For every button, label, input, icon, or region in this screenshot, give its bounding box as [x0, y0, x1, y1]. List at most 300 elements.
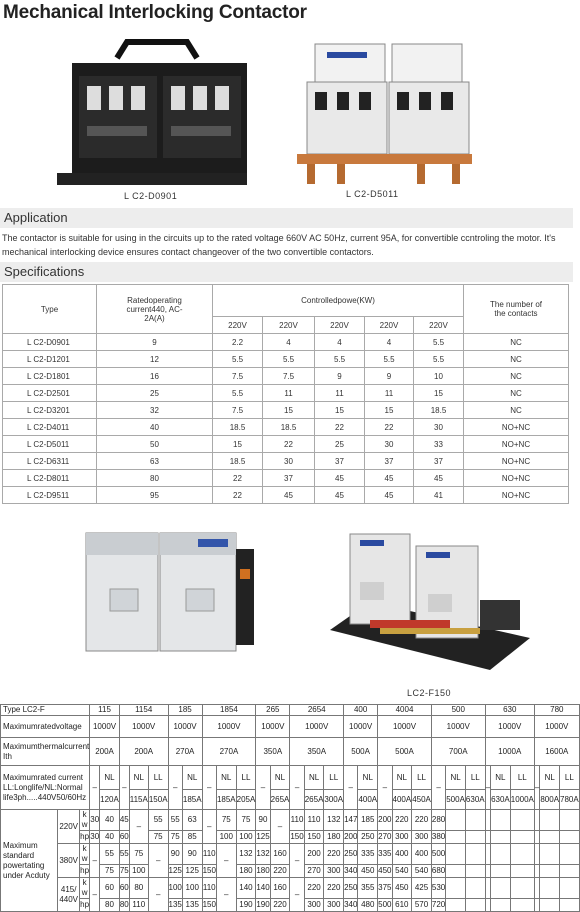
spec-power: 18.5: [414, 402, 464, 419]
spec-row: [3, 385, 569, 402]
spec-row: [3, 436, 569, 453]
photo-caption-1: L C2-D0901: [124, 191, 178, 201]
f-power-kw: 250: [344, 844, 358, 865]
f-power-hp: 180: [256, 865, 270, 878]
f-model: 400: [344, 705, 378, 716]
spec-power: 22: [263, 436, 315, 453]
spec-contacts: NO+NC: [464, 470, 569, 487]
spec-power: 15: [213, 436, 263, 453]
spec-power: 22: [315, 419, 365, 436]
f-power-dash: –: [90, 844, 100, 878]
f-voltage-value: 1000V: [378, 716, 432, 738]
f-rated-label: Maximumrated current LL:Longlife/NL:Normal life3ph.....440V50/60Hz: [1, 766, 90, 810]
f-rated-value: 630A: [491, 790, 511, 810]
specifications-table: [2, 284, 569, 504]
f-rated-head: NL: [304, 766, 324, 790]
f-voltage-value: 1000V: [431, 716, 485, 738]
f-power-hp: [465, 899, 485, 912]
f-power-kw: 147: [344, 810, 358, 831]
f-voltage-value: 1000V: [256, 716, 290, 738]
spec-type: L C2-D1201: [3, 351, 97, 368]
spec-power: 22: [213, 487, 263, 504]
kw-label: k w: [79, 810, 89, 831]
spec-power: 37: [414, 453, 464, 470]
spec-contacts: NO+NC: [464, 436, 569, 453]
f-thermal-value: 500A: [344, 738, 378, 766]
f-rated-value: 185A: [216, 790, 236, 810]
spec-current: 95: [97, 487, 213, 504]
page-title: Mechanical Interlocking Contactor: [3, 2, 307, 23]
f-power-kw: 75: [129, 844, 148, 865]
f-power-kw: 110: [202, 878, 216, 899]
f-power-kw: 132: [236, 844, 256, 865]
f-rated-dash: –: [256, 766, 270, 810]
spec-row: [3, 402, 569, 419]
f-thermal-value: 700A: [431, 738, 485, 766]
f-power-hp: 300: [304, 899, 324, 912]
f-rated-value: 450A: [412, 790, 432, 810]
spec-power: 5.5: [263, 351, 315, 368]
f-model: 4004: [378, 705, 432, 716]
power-voltage-head: 220V: [213, 317, 263, 334]
f-power-kw: 75: [236, 810, 256, 831]
f-rated-dash: –: [485, 766, 490, 810]
f-power-dash: –: [148, 844, 168, 878]
f-power-hp: 220: [270, 865, 290, 878]
f-power-hp: 200: [344, 831, 358, 844]
f-rated-head: NL: [446, 766, 466, 790]
spec-current: 63: [97, 453, 213, 470]
col-contacts: The number of the contacts: [464, 285, 569, 334]
f-power-hp: [465, 865, 485, 878]
f-power-hp: 100: [129, 865, 148, 878]
f-power-hp: 135: [182, 899, 202, 912]
f-power-hp: 125: [182, 865, 202, 878]
spec-contacts: NC: [464, 351, 569, 368]
f-power-hp: [540, 899, 560, 912]
f-model: 2654: [290, 705, 344, 716]
f-thermal-value: 1000A: [485, 738, 534, 766]
f-power-kw: 140: [256, 878, 270, 899]
f-power-hp: 720: [431, 899, 445, 912]
f-power-kw: 132: [324, 810, 344, 831]
spec-current: 9: [97, 334, 213, 351]
f-power-kw: 200: [304, 844, 324, 865]
f-power-kw: 220: [412, 810, 432, 831]
spec-power: 30: [263, 453, 315, 470]
spec-power: 5.5: [414, 334, 464, 351]
f-power-kw: 45: [119, 810, 129, 831]
f-voltage-value: 1000V: [344, 716, 378, 738]
f-power-volt: 220V: [58, 810, 80, 844]
f-power-hp: 190: [236, 899, 256, 912]
f-rated-value: 300A: [324, 790, 344, 810]
f-rated-head: NL: [129, 766, 148, 790]
f-power-hp: 570: [412, 899, 432, 912]
spec-current: 12: [97, 351, 213, 368]
power-voltage-head: 220V: [365, 317, 414, 334]
f-rated-dash: –: [344, 766, 358, 810]
f-power-hp: 380: [431, 831, 445, 844]
f-power-hp: 250: [358, 831, 378, 844]
spec-type: L C2-D5011: [3, 436, 97, 453]
f-power-kw: 60: [100, 878, 120, 899]
f-power-hp: [446, 899, 466, 912]
f-thermal-value: 350A: [256, 738, 290, 766]
f-model: 265: [256, 705, 290, 716]
f-power-kw: 400: [392, 844, 412, 865]
f-power-hp: 125: [256, 831, 270, 844]
f-power-kw: [491, 810, 511, 831]
spec-current: 16: [97, 368, 213, 385]
f-power-kw: 185: [358, 810, 378, 831]
f-power-hp: 450: [378, 865, 392, 878]
spec-current: 40: [97, 419, 213, 436]
f-rated-head: NL: [270, 766, 290, 790]
f-power-kw: 55: [168, 810, 182, 831]
spec-power: 5.5: [213, 351, 263, 368]
f-type-row: [1, 705, 580, 716]
col-current: Ratedoperating current440, AC-2A(A): [97, 285, 213, 334]
f-power-kw: 530: [431, 878, 445, 899]
f-power-label: Maximum standard powertating under Acduty: [1, 810, 58, 912]
f-power-hp: [491, 899, 511, 912]
f-power-hp: [446, 831, 466, 844]
f-power-kw: 160: [270, 844, 290, 865]
f-rated-value: 500A: [446, 790, 466, 810]
f-power-hp: [560, 899, 580, 912]
f-power-hp: 540: [392, 865, 412, 878]
f-power-kw: [446, 878, 466, 899]
f-power-dash: –: [129, 810, 148, 844]
spec-power: 2.2: [213, 334, 263, 351]
specifications-header: Specifications: [0, 262, 573, 282]
f-power-hp: 480: [358, 899, 378, 912]
spec-power: 11: [365, 385, 414, 402]
f-power-hp: [560, 831, 580, 844]
spec-current: 25: [97, 385, 213, 402]
power-voltage-head: 220V: [263, 317, 315, 334]
contactor-photo-grey-large: [80, 529, 258, 659]
f-power-hp: [491, 865, 511, 878]
f-power-hp: [540, 865, 560, 878]
f-thermal-value: 270A: [168, 738, 202, 766]
f-rated-dash: –: [290, 766, 304, 810]
spec-power: 5.5: [213, 385, 263, 402]
f-model: 115: [90, 705, 120, 716]
f-rated-head: LL: [465, 766, 485, 790]
f-thermal-value: 500A: [378, 738, 432, 766]
f-voltage-label: Maximumratedvoltage: [1, 716, 90, 738]
f-rated-head: LL: [560, 766, 580, 790]
spec-power: 18.5: [213, 453, 263, 470]
f-power-hp: 300: [412, 831, 432, 844]
spec-contacts: NO+NC: [464, 419, 569, 436]
f-rated-value: 265A: [304, 790, 324, 810]
spec-power: 37: [315, 453, 365, 470]
f-power-hp: 340: [344, 899, 358, 912]
f-power-row: [1, 878, 580, 899]
f-power-hp: 150: [304, 831, 324, 844]
f-thermal-value: 270A: [202, 738, 256, 766]
spec-row: [3, 453, 569, 470]
f-power-hp: 180: [236, 865, 256, 878]
f-rated-head: NL: [392, 766, 412, 790]
spec-power: 5.5: [365, 351, 414, 368]
f-power-dash: –: [290, 844, 304, 878]
f-voltage-value: 1000V: [90, 716, 120, 738]
f-rated-row: [1, 766, 580, 790]
f-rated-head: LL: [324, 766, 344, 790]
f-power-hp: 150: [202, 865, 216, 878]
f-power-kw: [510, 878, 534, 899]
spec-row: [3, 419, 569, 436]
f-power-dash: –: [290, 878, 304, 912]
f-power-hp: 300: [324, 899, 344, 912]
f-thermal-value: 200A: [90, 738, 120, 766]
f-power-dash: –: [148, 878, 168, 912]
f-power-hp: 60: [119, 831, 129, 844]
f-power-kw: 90: [182, 844, 202, 865]
f-voltage-value: 1000V: [202, 716, 256, 738]
f-rated-head: NL: [182, 766, 202, 790]
f-rated-dash: –: [168, 766, 182, 810]
f-thermal-value: 1600A: [534, 738, 579, 766]
f-power-kw: 110: [304, 810, 324, 831]
f-power-hp: 40: [100, 831, 120, 844]
spec-power: 18.5: [213, 419, 263, 436]
spec-contacts: NC: [464, 368, 569, 385]
f-power-kw: 400: [412, 844, 432, 865]
spec-power: 9: [365, 368, 414, 385]
f-power-kw: 110: [202, 844, 216, 865]
f-power-row: [1, 810, 580, 831]
hp-label: hp: [79, 831, 89, 844]
f-power-kw: 335: [378, 844, 392, 865]
f-model: 185: [168, 705, 202, 716]
f-rated-value: 780A: [560, 790, 580, 810]
spec-type: L C2-D3201: [3, 402, 97, 419]
f-thermal-value: 350A: [290, 738, 344, 766]
f-rated-value: 630A: [465, 790, 485, 810]
spec-power: 15: [365, 402, 414, 419]
f-power-hp: 75: [148, 831, 168, 844]
hp-label: hp: [79, 899, 89, 912]
f-thermal-value: 200A: [119, 738, 168, 766]
f-power-hp: [465, 831, 485, 844]
f-power-kw: 355: [358, 878, 378, 899]
f-power-kw: [510, 844, 534, 865]
f-power-dash: –: [270, 810, 290, 844]
spec-power: 11: [315, 385, 365, 402]
spec-current: 32: [97, 402, 213, 419]
f-power-kw: [560, 878, 580, 899]
spec-power: 5.5: [414, 351, 464, 368]
f-power-kw: [465, 878, 485, 899]
kw-label: k w: [79, 878, 89, 899]
f-power-kw: [540, 878, 560, 899]
f-power-dash: –: [216, 844, 236, 878]
power-voltage-head: 220V: [414, 317, 464, 334]
spec-power: 30: [365, 436, 414, 453]
photo-caption-4: LC2-F150: [407, 688, 452, 698]
f-power-hp: 80: [100, 899, 120, 912]
f-power-kw: 110: [290, 810, 304, 831]
f-power-kw: [491, 844, 511, 865]
f-thermal-label: Maximumthermalcurrent Ith: [1, 738, 90, 766]
f-power-dash: –: [202, 810, 216, 844]
f-model: 500: [431, 705, 485, 716]
f-rated-value: 400A: [358, 790, 378, 810]
f-power-hp: 75: [100, 865, 120, 878]
f-power-kw: 30: [90, 810, 100, 831]
f-power-hp: 100: [236, 831, 256, 844]
f-power-hp: 340: [344, 865, 358, 878]
f-power-hp: [510, 899, 534, 912]
f-power-hp: 30: [90, 831, 100, 844]
f-power-dash: –: [90, 878, 100, 912]
spec-power: 41: [414, 487, 464, 504]
f-power-kw: [560, 810, 580, 831]
spec-power: 7.5: [213, 402, 263, 419]
f-type-label: Type LC2-F: [1, 705, 90, 716]
spec-power: 45: [315, 470, 365, 487]
f-power-kw: [465, 810, 485, 831]
f-rated-head: NL: [540, 766, 560, 790]
spec-power: 15: [414, 385, 464, 402]
f-rated-dash: –: [431, 766, 445, 810]
f-power-kw: 280: [431, 810, 445, 831]
f-power-kw: 425: [412, 878, 432, 899]
f-power-kw: 375: [378, 878, 392, 899]
f-rated-value: 185A: [182, 790, 202, 810]
power-voltage-head: 220V: [315, 317, 365, 334]
spec-power: 18.5: [263, 419, 315, 436]
f-voltage-value: 1000V: [534, 716, 579, 738]
f-power-row: [1, 831, 580, 844]
f-rated-head: NL: [491, 766, 511, 790]
f-power-kw: 335: [358, 844, 378, 865]
f-rated-head: LL: [236, 766, 256, 790]
f-rated-value: 120A: [100, 790, 120, 810]
spec-power: 7.5: [263, 368, 315, 385]
f-power-kw: 200: [378, 810, 392, 831]
f-thermal-row: [1, 738, 580, 766]
f-rated-value: 115A: [129, 790, 148, 810]
f-model: 780: [534, 705, 579, 716]
f-power-kw: 90: [168, 844, 182, 865]
spec-power: 15: [315, 402, 365, 419]
spec-power: 45: [365, 470, 414, 487]
spec-type: L C2-D6311: [3, 453, 97, 470]
f-power-kw: 220: [324, 844, 344, 865]
application-header: Application: [0, 208, 573, 228]
f-rated-dash: –: [90, 766, 100, 810]
f-voltage-value: 1000V: [168, 716, 202, 738]
f-rated-value: 400A: [392, 790, 412, 810]
spec-power: 4: [365, 334, 414, 351]
f-rated-head: NL: [358, 766, 378, 790]
spec-power: 45: [315, 487, 365, 504]
f-power-kw: 220: [324, 878, 344, 899]
kw-label: k w: [79, 844, 89, 865]
f-voltage-row: [1, 716, 580, 738]
contactor-photo-white-copper: [297, 38, 472, 186]
f-power-kw: 80: [129, 878, 148, 899]
f-rated-value: 1000A: [510, 790, 534, 810]
f-power-hp: 110: [129, 899, 148, 912]
spec-power: 22: [365, 419, 414, 436]
spec-power: 5.5: [315, 351, 365, 368]
f-power-kw: 55: [119, 844, 129, 865]
f-power-kw: 55: [148, 810, 168, 831]
application-text: The contactor is suitable for using in the circuits up to the rated voltage 660V AC 50Hz, current 95A, for convertible ccntroling the motor. It's mechanical interlocking device ensures contact changeover of the two convertible contactors.: [2, 233, 556, 257]
f-power-hp: 300: [324, 865, 344, 878]
f-power-hp: 220: [270, 899, 290, 912]
f-power-kw: 100: [182, 878, 202, 899]
f-power-hp: 180: [324, 831, 344, 844]
f-power-hp: 190: [256, 899, 270, 912]
f-power-hp: [540, 831, 560, 844]
spec-power: 30: [414, 419, 464, 436]
f-model: 1154: [119, 705, 168, 716]
spec-power: 4: [263, 334, 315, 351]
f-rated-head: LL: [148, 766, 168, 790]
f-power-kw: 100: [168, 878, 182, 899]
f-power-hp: [510, 831, 534, 844]
f-rated-value: 265A: [270, 790, 290, 810]
f-power-hp: 270: [304, 865, 324, 878]
spec-power: 11: [263, 385, 315, 402]
spec-row: [3, 368, 569, 385]
f-rated-dash: –: [202, 766, 216, 810]
f-rated-value: 205A: [236, 790, 256, 810]
spec-type: L C2-D1801: [3, 368, 97, 385]
spec-power: 45: [365, 487, 414, 504]
spec-current: 50: [97, 436, 213, 453]
col-type: Type: [3, 285, 97, 334]
f-power-kw: 250: [344, 878, 358, 899]
f-power-kw: 220: [304, 878, 324, 899]
f-power-hp: 300: [392, 831, 412, 844]
f-model: 630: [485, 705, 534, 716]
f-power-kw: [560, 844, 580, 865]
f-power-kw: 75: [216, 810, 236, 831]
f-power-hp: 270: [378, 831, 392, 844]
f-power-volt: 415/ 440V: [58, 878, 80, 912]
f-power-volt: 380V: [58, 844, 80, 878]
spec-row: [3, 334, 569, 351]
photo-caption-2: L C2-D5011: [346, 189, 399, 199]
f-power-kw: 450: [392, 878, 412, 899]
spec-contacts: NC: [464, 402, 569, 419]
f-power-kw: 220: [392, 810, 412, 831]
f-power-kw: 40: [100, 810, 120, 831]
f-power-hp: [560, 865, 580, 878]
f-rated-dash: –: [378, 766, 392, 810]
f-voltage-value: 1000V: [485, 716, 534, 738]
spec-power: 25: [315, 436, 365, 453]
spec-type: L C2-D8011: [3, 470, 97, 487]
spec-power: 4: [315, 334, 365, 351]
f-power-hp: 540: [412, 865, 432, 878]
f-voltage-value: 1000V: [119, 716, 168, 738]
hp-label: hp: [79, 865, 89, 878]
spec-power: 45: [263, 487, 315, 504]
lc2f-table: [0, 704, 580, 912]
f-power-hp: [446, 865, 466, 878]
spec-row: [3, 470, 569, 487]
